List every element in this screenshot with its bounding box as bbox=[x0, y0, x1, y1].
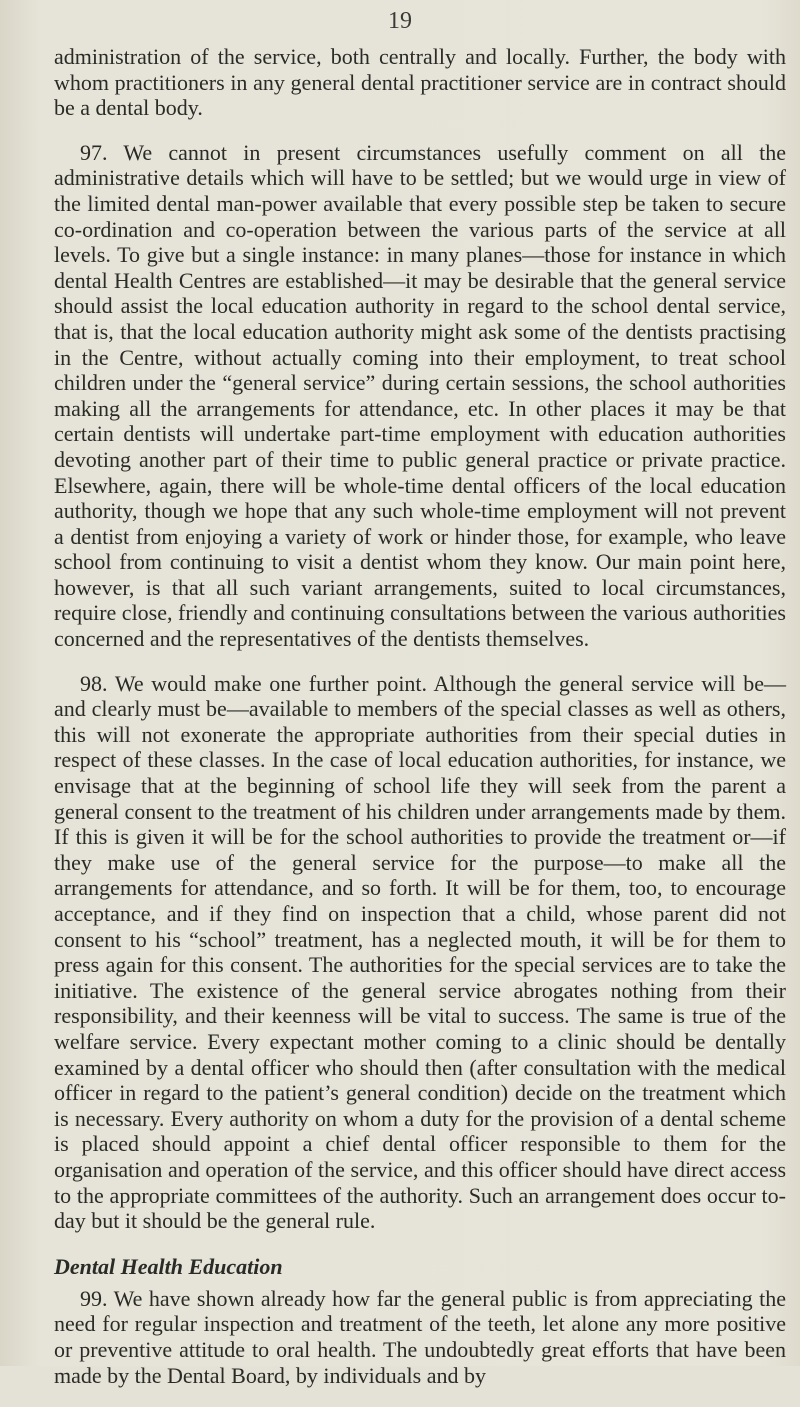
page-body bbox=[54, 44, 786, 1407]
paragraph-text: We cannot in present circumstances usefully comment on all the administrative details which will have to be settled; but we would urge in view of the limited dental man-power available that every possible step be taken to secure co-ordination and co-operation between the various parts of the service at all levels. To give but a single instance: in many planes—those for instance in which dental Health Centres are established—it may be desirable that the general service should assist the local education authority in regard to the school dental service, that is, that the local education authority might ask some of the dentists practising in the Centre, without actually coming into their employment, to treat school children under the “general service” during certain sessions, the school authorities making all the arrangements for attendance, etc. In other places it may be that certain dentists will undertake part-time employment with education authorities devoting another part of their time to public general practice or private practice. Elsewhere, again, there will be whole-time dental officers of the local education authority, though we hope that any such whole-time employment will not prevent a dentist from enjoying a variety of work or hinder those, for example, who leave school from continuing to visit a dentist whom they know. Our main point here, however, is that all such variant arrangements, suited to local circumstances, require close, friendly and continuing consultations between the various authorities concerned and the representatives of the dentists themselves. bbox=[54, 139, 786, 652]
page-number: 19 bbox=[388, 8, 412, 34]
paragraph-continued bbox=[54, 44, 786, 121]
paragraph-text: administration of the service, both centrally and locally. Further, the body with whom practitioners in any general dental practitioner service are in contract should be a dental body. bbox=[54, 44, 786, 121]
paragraph-text: We would make one further point. Although the general service will be—and clearly must be—available to members of the special classes as well as others, this will not exonerate the appropriate authorities from their special duties in respect of these classes. In the case of local education authorities, for instance, we envisage that at the beginning of school life they will seek from the parent a general consent to the treatment of his children under arrangements made by them. If this is given it will be for the school authorities to provide the treatment or—if they make use of the general service for the purpose—to make all the arrangements for attendance, and so forth. It will be for them, too, to encourage acceptance, and if they find on inspection that a child, whose parent did not consent to his “school” treatment, has a neglected mouth, it will be for them to press again for this consent. The authorities for the special services are to take the initiative. The existence of the general service abrogates nothing from their responsibility, and their keenness will be vital to success. The same is true of the welfare service. Every expectant mother coming to a clinic should be dentally examined by a dental officer who should then (after consultation with the medical officer in regard to the patient’s general condition) decide on the treatment which is necessary. Every authority on whom a duty for the provision of a dental scheme is placed should appoint a chief dental officer responsible to them for the organisation and operation of the service, and this officer should have direct access to the appropriate committees of the authority. Such an arrangement does occur to-day but it should be the general rule. bbox=[54, 670, 787, 1234]
paragraph-number: 99. bbox=[80, 1285, 108, 1311]
paragraph-98 bbox=[54, 671, 786, 1234]
paragraph-97 bbox=[54, 140, 786, 652]
paragraph-99 bbox=[54, 1286, 786, 1388]
section-heading: Dental Health Education bbox=[54, 1253, 283, 1279]
paragraph-number: 97. bbox=[80, 139, 108, 165]
paragraph-text: We have shown already how far the general public is from appreciating the need for regular inspection and treatment of the teeth, let alone any more positive or preventive attitude to oral health. The undoubtedly great efforts that have been made by the Dental Board, by individuals and by bbox=[54, 1285, 786, 1388]
paragraph-number: 98. bbox=[80, 670, 108, 696]
